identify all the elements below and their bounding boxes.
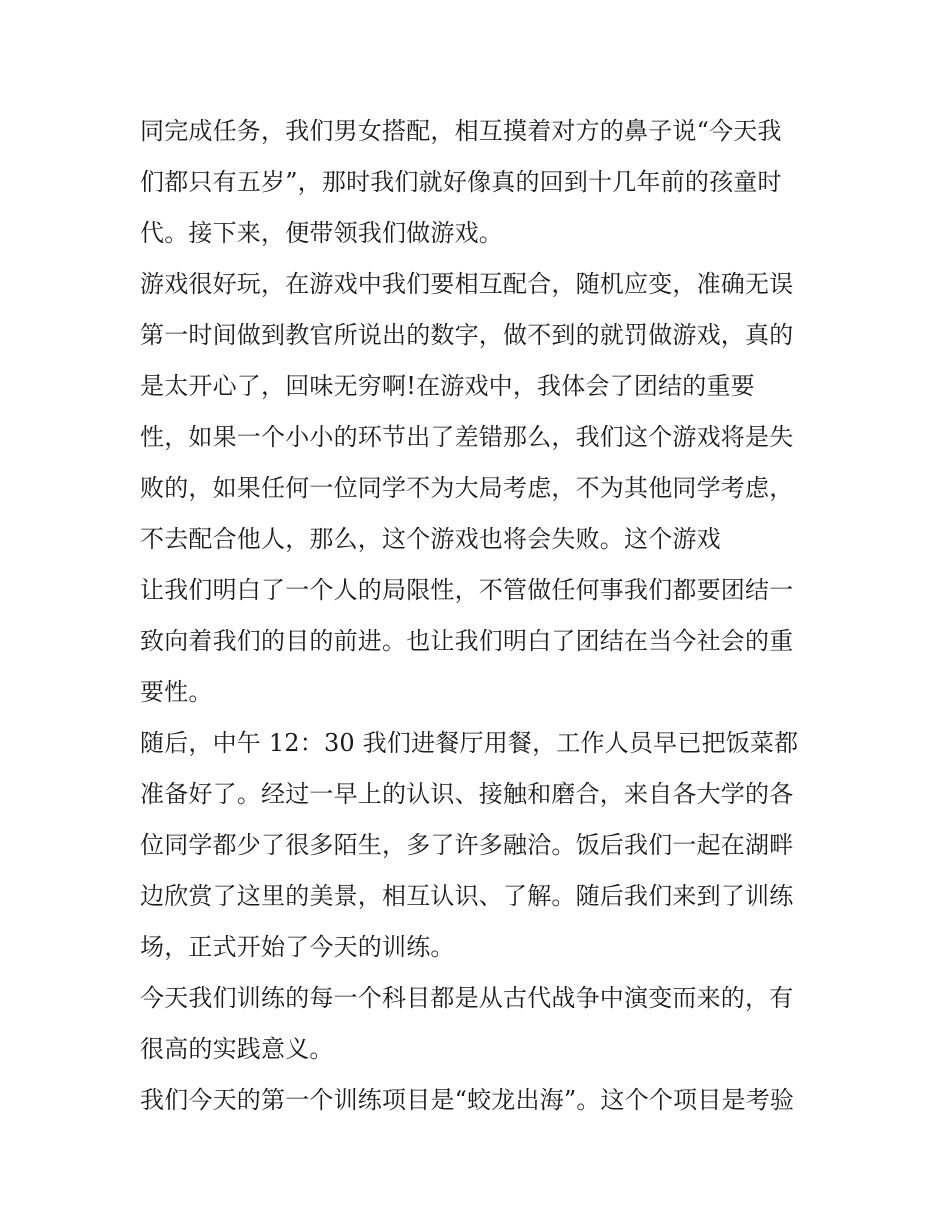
text-line: 场，正式开始了今天的训练。 [140, 933, 455, 961]
text-line: 位同学都少了很多陌生，多了许多融洽。饭后我们一起在湖畔 [140, 831, 794, 859]
text-line: 败的，如果任何一位同学不为大局考虑，不为其他同学考虑， [140, 474, 794, 502]
text-line: 第一时间做到教官所说出的数字，做不到的就罚做游戏，真的 [140, 321, 794, 349]
text-line: 致向着我们的目的前进。也让我们明白了团结在当今社会的重 [140, 627, 794, 655]
text-line: 边欣赏了这里的美景，相互认识、了解。随后我们来到了训练 [140, 882, 794, 910]
text-line: 同完成任务，我们男女搭配，相互摸着对方的鼻子说“今天我 [140, 117, 782, 145]
text-line: 很高的实践意义。 [140, 1035, 334, 1063]
text-line: 准备好了。经过一早上的认识、接触和磨合，来自各大学的各 [140, 780, 794, 808]
text-line: 们都只有五岁”，那时我们就好像真的回到十几年前的孩童时 [140, 168, 782, 196]
text-line: 性，如果一个小小的环节出了差错那么，我们这个游戏将是失 [140, 423, 794, 451]
text-line: 让我们明白了一个人的局限性，不管做任何事我们都要团结一 [140, 576, 794, 604]
text-line: 我们今天的第一个训练项目是“蛟龙出海”。这个个项目是考验 [140, 1086, 795, 1114]
text-line: 代。接下来，便带领我们做游戏。 [140, 219, 503, 247]
text-line: 要性。 [140, 678, 213, 706]
text-line: 随后，中午 12：30 我们进餐厅用餐，工作人员早已把饭菜都 [140, 729, 799, 757]
text-line: 游戏很好玩，在游戏中我们要相互配合，随机应变，准确无误 [140, 270, 794, 298]
text-line: 今天我们训练的每一个科目都是从古代战争中演变而来的，有 [140, 984, 794, 1012]
body-text [140, 106, 820, 1126]
text-line: 是太开心了，回味无穷啊!在游戏中，我体会了团结的重要 [140, 372, 755, 400]
text-line: 不去配合他人，那么，这个游戏也将会失败。这个游戏 [140, 525, 721, 553]
